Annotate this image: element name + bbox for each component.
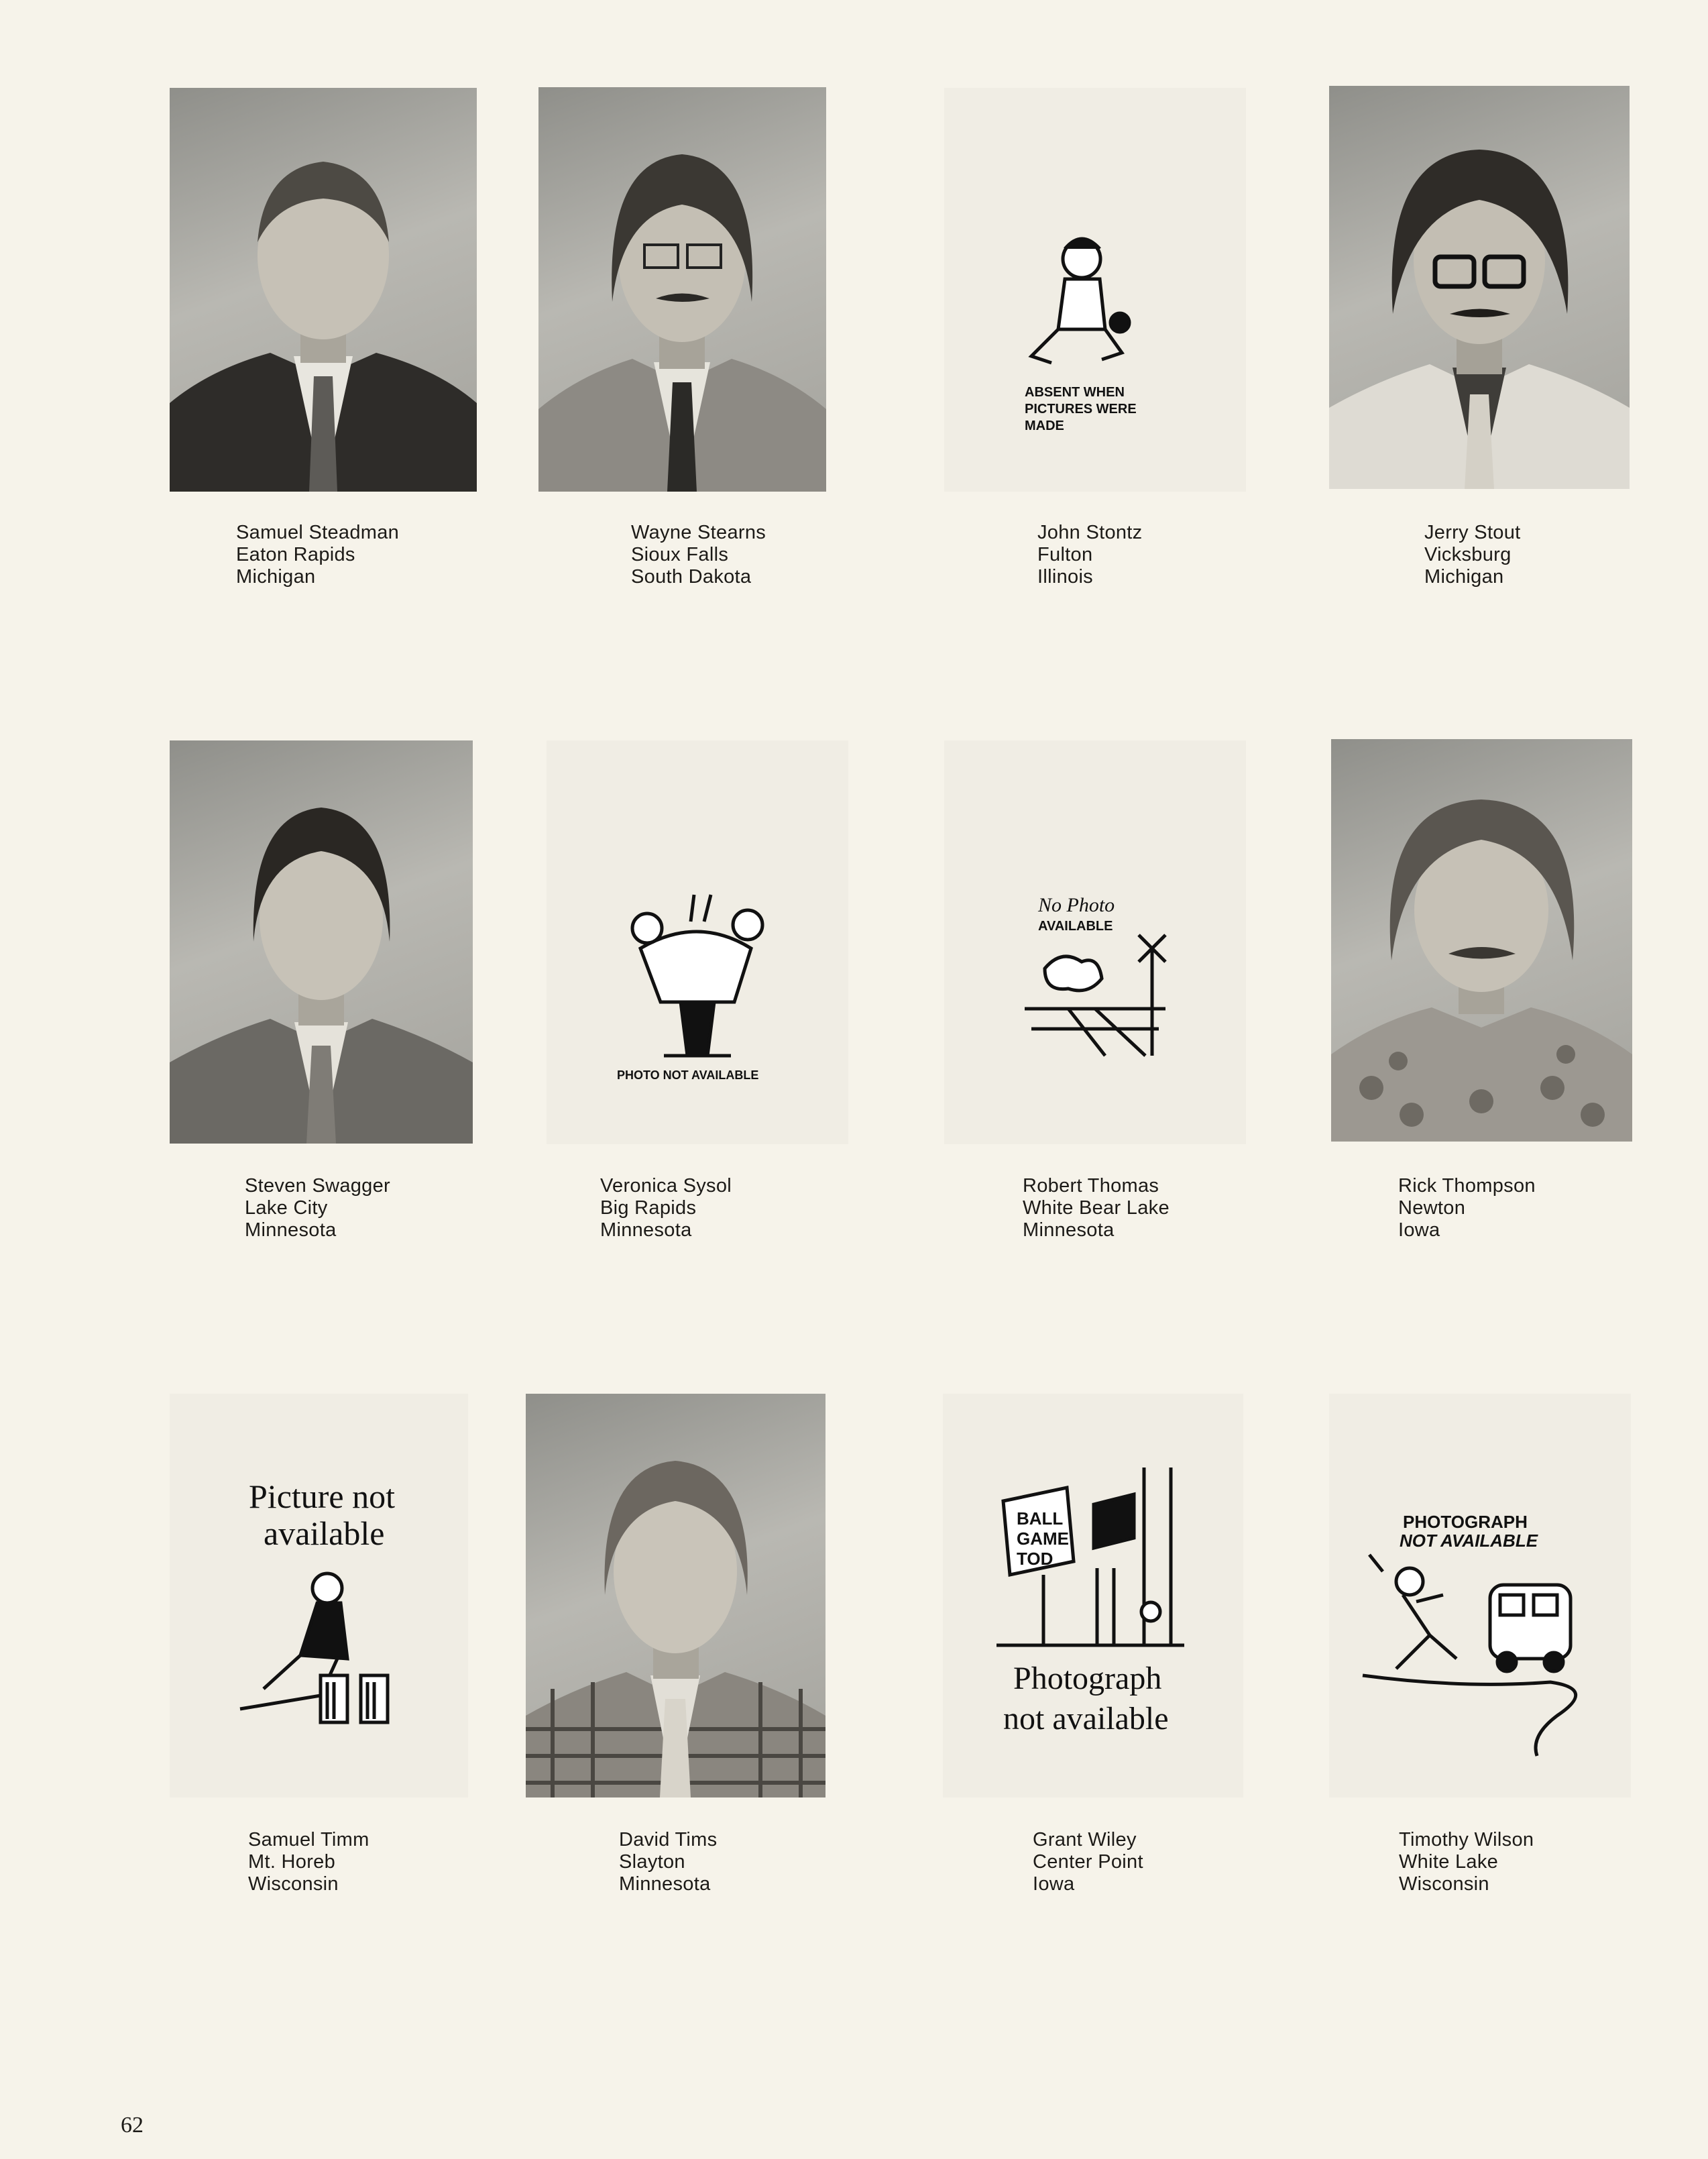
caption-steven-swagger [245, 1175, 390, 1241]
student-city: Big Rapids [600, 1197, 697, 1219]
caption-jerry-stout [1424, 522, 1521, 588]
student-state: Minnesota [619, 1873, 711, 1895]
student-name: Timothy Wilson [1399, 1829, 1534, 1850]
student-city: Eaton Rapids [236, 544, 355, 565]
caption-grant-wiley [1033, 1829, 1143, 1895]
student-name: Steven Swagger [245, 1175, 390, 1197]
student-state: Wisconsin [248, 1873, 339, 1895]
student-city: Slayton [619, 1851, 685, 1873]
placeholder-cartoon-grant-wiley [943, 1394, 1243, 1797]
placeholder-text-line: MADE [1025, 419, 1064, 433]
student-name: John Stontz [1037, 522, 1143, 543]
student-state: Iowa [1398, 1219, 1440, 1241]
student-state: South Dakota [631, 566, 752, 588]
caption-john-stontz [1037, 522, 1142, 588]
placeholder-text-line: AVAILABLE [1038, 919, 1113, 934]
placeholder-cartoon-samuel-timm [170, 1394, 468, 1797]
student-city: Center Point [1033, 1851, 1143, 1873]
student-state: Michigan [236, 566, 316, 588]
placeholder-cartoon-john-stontz [944, 88, 1246, 492]
portrait-photo-jerry-stout [1329, 86, 1630, 489]
student-name: Robert Thomas [1023, 1175, 1159, 1197]
student-state: Iowa [1033, 1873, 1075, 1895]
railroad-crossing-cartoon-icon [1025, 935, 1165, 1056]
person-with-trash-cans-cartoon-icon [240, 1573, 388, 1722]
portrait-photo-steven-swagger [170, 740, 473, 1144]
caption-rick-thompson [1398, 1175, 1536, 1241]
student-name: Grant Wiley [1033, 1829, 1137, 1850]
portrait-photo-samuel-steadman [170, 88, 477, 492]
student-city: Sioux Falls [631, 544, 729, 565]
student-name: Samuel Steadman [236, 522, 400, 543]
caption-timothy-wilson [1399, 1829, 1534, 1895]
placeholder-text-line: NOT AVAILABLE [1400, 1531, 1538, 1551]
student-city: Vicksburg [1424, 544, 1512, 565]
caption-david-tims [619, 1829, 717, 1895]
seated-child-cartoon-icon [1031, 239, 1129, 363]
placeholder-text-line: ABSENT WHEN [1025, 385, 1125, 400]
placeholder-text-line: No Photo [1038, 894, 1115, 916]
caption-robert-thomas [1023, 1175, 1170, 1241]
caption-wayne-stearns [631, 522, 766, 588]
placeholder-text-line: available [264, 1514, 385, 1552]
student-name: Wayne Stearns [631, 522, 766, 543]
student-city: Lake City [245, 1197, 328, 1219]
student-city: White Lake [1399, 1851, 1499, 1873]
student-city: Mt. Horeb [248, 1851, 336, 1873]
placeholder-text-line: not available [1003, 1701, 1169, 1736]
placeholder-text-line: Picture not [249, 1478, 396, 1515]
placeholder-text-line: GAME [1017, 1529, 1069, 1549]
portrait-photo-wayne-stearns [538, 87, 826, 492]
ice-cream-sundae-cartoon-icon [632, 895, 762, 1056]
page-number: 62 [121, 2113, 144, 2138]
student-state: Minnesota [1023, 1219, 1115, 1241]
placeholder-text-line: BALL [1017, 1508, 1064, 1529]
placeholder-cartoon-timothy-wilson [1329, 1394, 1631, 1797]
placeholder-text-line: PHOTO NOT AVAILABLE [617, 1068, 759, 1082]
placeholder-text-line: Photograph [1013, 1661, 1162, 1696]
student-state: Minnesota [245, 1219, 337, 1241]
student-name: Rick Thompson [1398, 1175, 1536, 1197]
student-name: Samuel Timm [248, 1829, 369, 1850]
student-state: Michigan [1424, 566, 1504, 588]
placeholder-text-line: PICTURES WERE [1025, 402, 1137, 417]
portrait-photo-david-tims [526, 1394, 825, 1797]
portrait-photo-rick-thompson [1331, 739, 1632, 1142]
caption-samuel-steadman [236, 522, 399, 588]
caption-veronica-sysol [600, 1175, 732, 1241]
placeholder-text-line: PHOTOGRAPH [1403, 1512, 1528, 1532]
caption-samuel-timm [248, 1829, 369, 1895]
placeholder-cartoon-veronica-sysol [547, 740, 848, 1144]
student-city: Newton [1398, 1197, 1466, 1219]
student-name: David Tims [619, 1829, 718, 1850]
student-name: Jerry Stout [1424, 522, 1521, 543]
student-city: White Bear Lake [1023, 1197, 1170, 1219]
person-chasing-bus-cartoon-icon [1363, 1555, 1576, 1756]
student-name: Veronica Sysol [600, 1175, 732, 1197]
student-city: Fulton [1037, 544, 1093, 565]
student-state: Minnesota [600, 1219, 692, 1241]
student-state: Illinois [1037, 566, 1093, 588]
student-state: Wisconsin [1399, 1873, 1489, 1895]
placeholder-text-line: TOD [1017, 1549, 1054, 1569]
placeholder-cartoon-robert-thomas [944, 740, 1246, 1144]
